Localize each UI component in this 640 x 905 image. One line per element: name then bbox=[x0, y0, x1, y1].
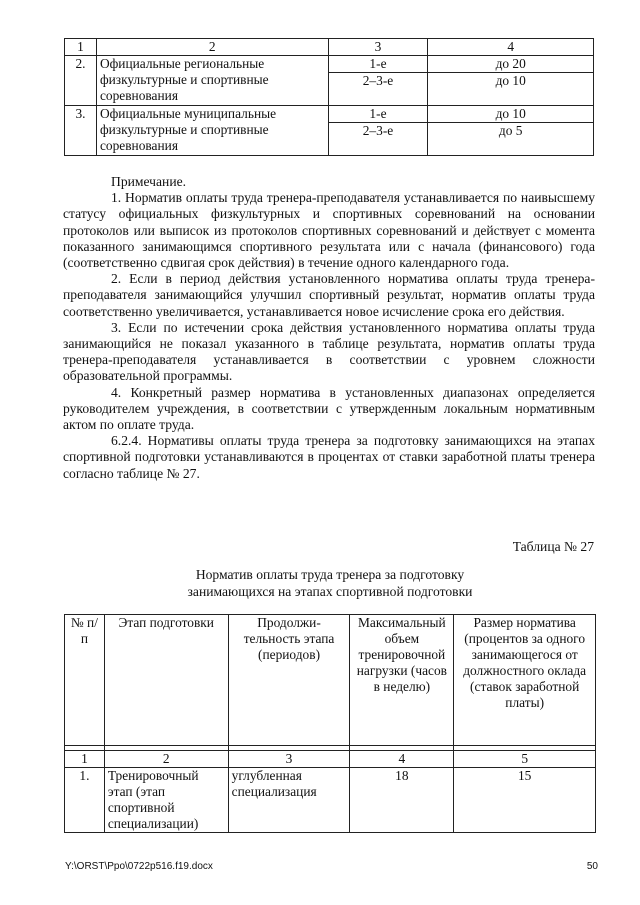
col-number: 4 bbox=[350, 751, 454, 768]
table-row bbox=[65, 106, 594, 123]
header-cell: Этап подготовки bbox=[104, 615, 228, 746]
page-number: 50 bbox=[586, 861, 598, 872]
place-cell: 1-е bbox=[328, 106, 428, 123]
competition-name: Официальные муниципальные физкультурные и спортивные соревнования bbox=[96, 106, 328, 156]
table-title-line: занимающихся на этапах спортивной подготовки bbox=[187, 584, 473, 599]
note-paragraph: 2. Если в период действия установленного норматива оплаты труда тренера-преподавателя занимающийся улучшил спортивный результат, норматив оплаты труда соответственно увеличивается, устанавливается новое исчисление срока его действия. bbox=[63, 271, 595, 319]
table-row bbox=[65, 768, 596, 833]
table-title-line: Норматив оплаты труда тренера за подготовку bbox=[195, 567, 465, 582]
row-number: 1. bbox=[65, 768, 105, 833]
header-cell: Размер норматива (процентов за одного занимающегося от должностного оклада (ставок заработной платы) bbox=[454, 615, 596, 746]
note-heading: Примечание. bbox=[111, 174, 187, 189]
duration-cell: углубленная специализация bbox=[228, 768, 350, 833]
stage-cell: Тренировочный этап (этап спортивной специализации) bbox=[104, 768, 228, 833]
place-cell: 2–3-е bbox=[328, 73, 428, 106]
col-number: 1 bbox=[65, 39, 97, 56]
col-number: 2 bbox=[96, 39, 328, 56]
rate-cell: до 20 bbox=[428, 56, 594, 73]
rate-cell: 15 bbox=[454, 768, 596, 833]
table-title bbox=[64, 566, 596, 600]
section-paragraph: 6.2.4. Нормативы оплаты труда тренера за подготовку занимающихся на этапах спортивной подготовки устанавливаются в процентах от ставки заработной платы тренера согласно таблице № 27. bbox=[63, 433, 595, 481]
note-paragraph: 1. Норматив оплаты труда тренера-преподавателя устанавливается по наивысшему статусу официальных физкультурных и спортивных соревнований на основании протоколов или выписок из протоколов спортивных соревнований и действует с момента показанного занимающимся спортивного результата или с начала (финансового) года (соответственно сдвигая срок действия) в течение одного календарного года. bbox=[63, 190, 595, 271]
col-number: 3 bbox=[228, 751, 350, 768]
table-header-row bbox=[65, 39, 594, 56]
place-cell: 2–3-е bbox=[328, 123, 428, 156]
footer-file-path: Y:\ORST\Ppo\0722p516.f19.docx bbox=[65, 861, 213, 872]
rate-cell: до 10 bbox=[428, 73, 594, 106]
row-number: 2. bbox=[65, 56, 97, 106]
col-number: 5 bbox=[454, 751, 596, 768]
note-paragraph: 3. Если по истечении срока действия установленного норматива оплаты труда занимающийся не показал указанного в таблице результата, норматив оплаты труда тренера-преподавателя устанавливается в соответствии с уровнем сложности образовательной программы. bbox=[63, 319, 595, 384]
row-number: 3. bbox=[65, 106, 97, 156]
header-cell: Максимальный объем тренировочной нагрузки (часов в неделю) bbox=[350, 615, 454, 746]
col-number: 4 bbox=[428, 39, 594, 56]
max-load-cell: 18 bbox=[350, 768, 454, 833]
table-row bbox=[65, 56, 594, 73]
rate-cell: до 5 bbox=[428, 123, 594, 156]
col-number: 3 bbox=[328, 39, 428, 56]
place-cell: 1-е bbox=[328, 56, 428, 73]
header-cell: № п/п bbox=[65, 615, 105, 746]
table-status-rates bbox=[64, 38, 594, 156]
table-number: Таблица № 27 bbox=[512, 539, 594, 554]
col-number: 2 bbox=[104, 751, 228, 768]
notes-section bbox=[63, 174, 595, 482]
header-cell: Продолжи-тельность этапа (периодов) bbox=[228, 615, 350, 746]
table-header-row bbox=[65, 615, 596, 746]
note-paragraph: 4. Конкретный размер норматива в установленных диапазонах определяется руководителем учреждения, в соответствии с утвержденным локальным нормативным актом по оплате труда. bbox=[63, 384, 595, 433]
column-number-row bbox=[65, 751, 596, 768]
col-number: 1 bbox=[65, 751, 105, 768]
competition-name: Официальные региональные физкультурные и спортивные соревнования bbox=[96, 56, 328, 106]
table-27 bbox=[64, 614, 596, 833]
rate-cell: до 10 bbox=[428, 106, 594, 123]
